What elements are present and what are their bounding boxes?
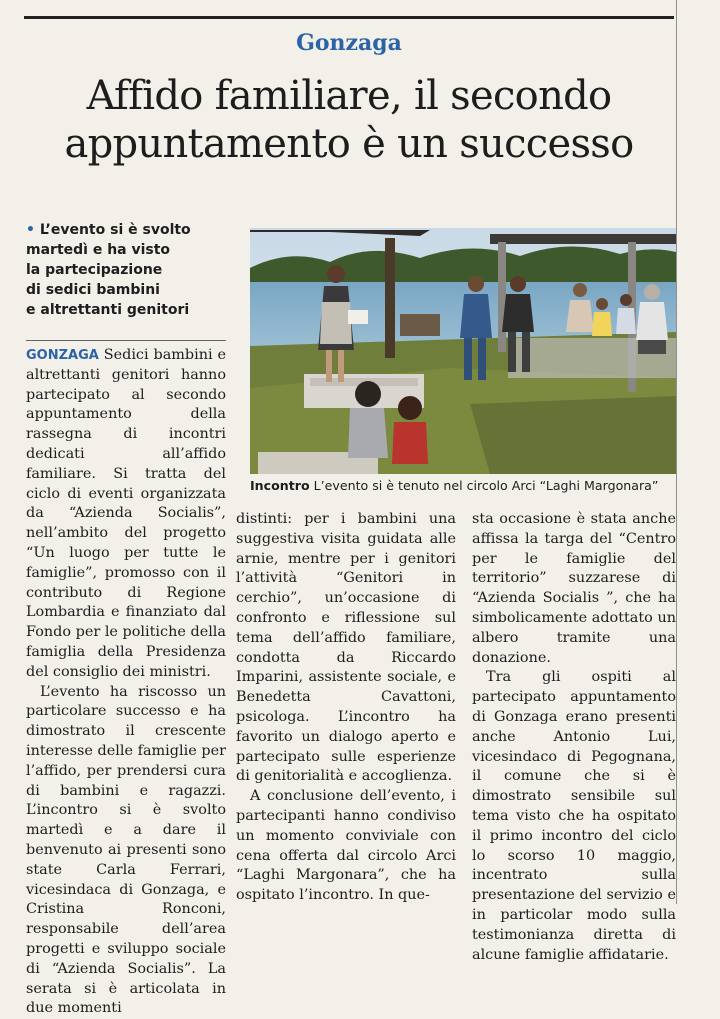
summary-line: e altrettanti genitori [26, 302, 190, 318]
top-rule [24, 16, 674, 19]
article-kicker: GONZAGA [26, 348, 99, 363]
article-paragraph: L’evento ha riscosso un particolare successo e ha dimostrato il crescente interesse delle famiglie per l’affido, per prendersi cura di bambini e ragazzi. L’incontro si è svolto martedì e a dare il benvenuto ai presenti sono state Carla Ferrari, vicesindaca di Gonzaga, e Cristina Ronconi, responsabile dell’area progetti e sviluppo sociale di “Azienda Socialis”. La serata si è articolata in due momenti [26, 683, 226, 1017]
article-paragraph [26, 346, 226, 683]
article-paragraph: sta occasione è stata anche affissa la targa del “Centro per le famiglie del territorio” suzzarese di “Azienda Socialis ”, che ha simbolicamente adottato un albero tramite una donazione. [472, 511, 676, 666]
summary-line: L’evento si è svolto [39, 222, 191, 238]
caption-text: L’evento si è tenuto nel circolo Arci “Laghi Margonara” [313, 478, 659, 493]
article-paragraph: Tra gli ospiti al partecipato appuntamento di Gonzaga erano presenti anche Antonio Lui, vicesindaco di Pegognana, il comune che si è dimostrato sensibile sul tema visto che ha ospitato il primo incontro del ciclo lo scorso 10 maggio, incentrato sulla presentazione del servizio e in particolar modo sulla testimonianza diretta di alcune famiglie affidatarie. [472, 669, 676, 963]
headline [24, 72, 674, 168]
article-paragraph: A conclusione dell’evento, i partecipanti hanno condiviso un momento conviviale con cena offerta dal circolo Arci “Laghi Margonara”, che ha ospitato l’incontro. In que- [236, 788, 456, 904]
summary-bullet: • [26, 222, 35, 238]
article-column-2 [236, 510, 456, 906]
article-column-1 [26, 346, 226, 1019]
headline-line-2: appuntamento è un successo [64, 121, 634, 167]
article-paragraph-text: Sedici bambini e altrettanti genitori hanno partecipato al secondo appuntamento della rassegna di incontri dedicati all’affido familiare. Si tratta del ciclo di eventi organizzata da “Azienda Socialis”, nell’ambito del progetto “Un luogo per tutte le famiglie”, promosso con il contributo di Regione Lombardia e finanziato dal Fondo per le politiche della famiglia della Presidenza del consiglio dei ministri. [26, 347, 227, 680]
summary-line: di sedici bambini [26, 282, 160, 298]
article-column-3 [472, 510, 676, 965]
photo-caption [250, 478, 676, 494]
photo-illustration [250, 228, 676, 474]
caption-label: Incontro [250, 478, 310, 493]
summary-line: martedì e ha visto [26, 242, 171, 258]
summary-box [26, 220, 226, 320]
summary-line: la partecipazione [26, 262, 163, 278]
summary-divider [26, 340, 226, 341]
section-label: Gonzaga [296, 30, 402, 56]
headline-line-1: Affido familiare, il secondo [86, 73, 612, 119]
article-photo [250, 228, 676, 474]
page-edge-divider [676, 0, 677, 904]
article-paragraph: distinti: per i bambini una suggestiva visita guidata alle arnie, mentre per i genitori l’attività “Genitori in cerchio”, un’occasione di confronto e riflessione sul tema dell’affido familiare, condotta da Riccardo Imparini, assistente sociale, e Benedetta Cavattoni, psicologa. L’incontro ha favorito un dialogo aperto e partecipato sulle esperienze di genitorialità e accoglienza. [236, 511, 456, 785]
